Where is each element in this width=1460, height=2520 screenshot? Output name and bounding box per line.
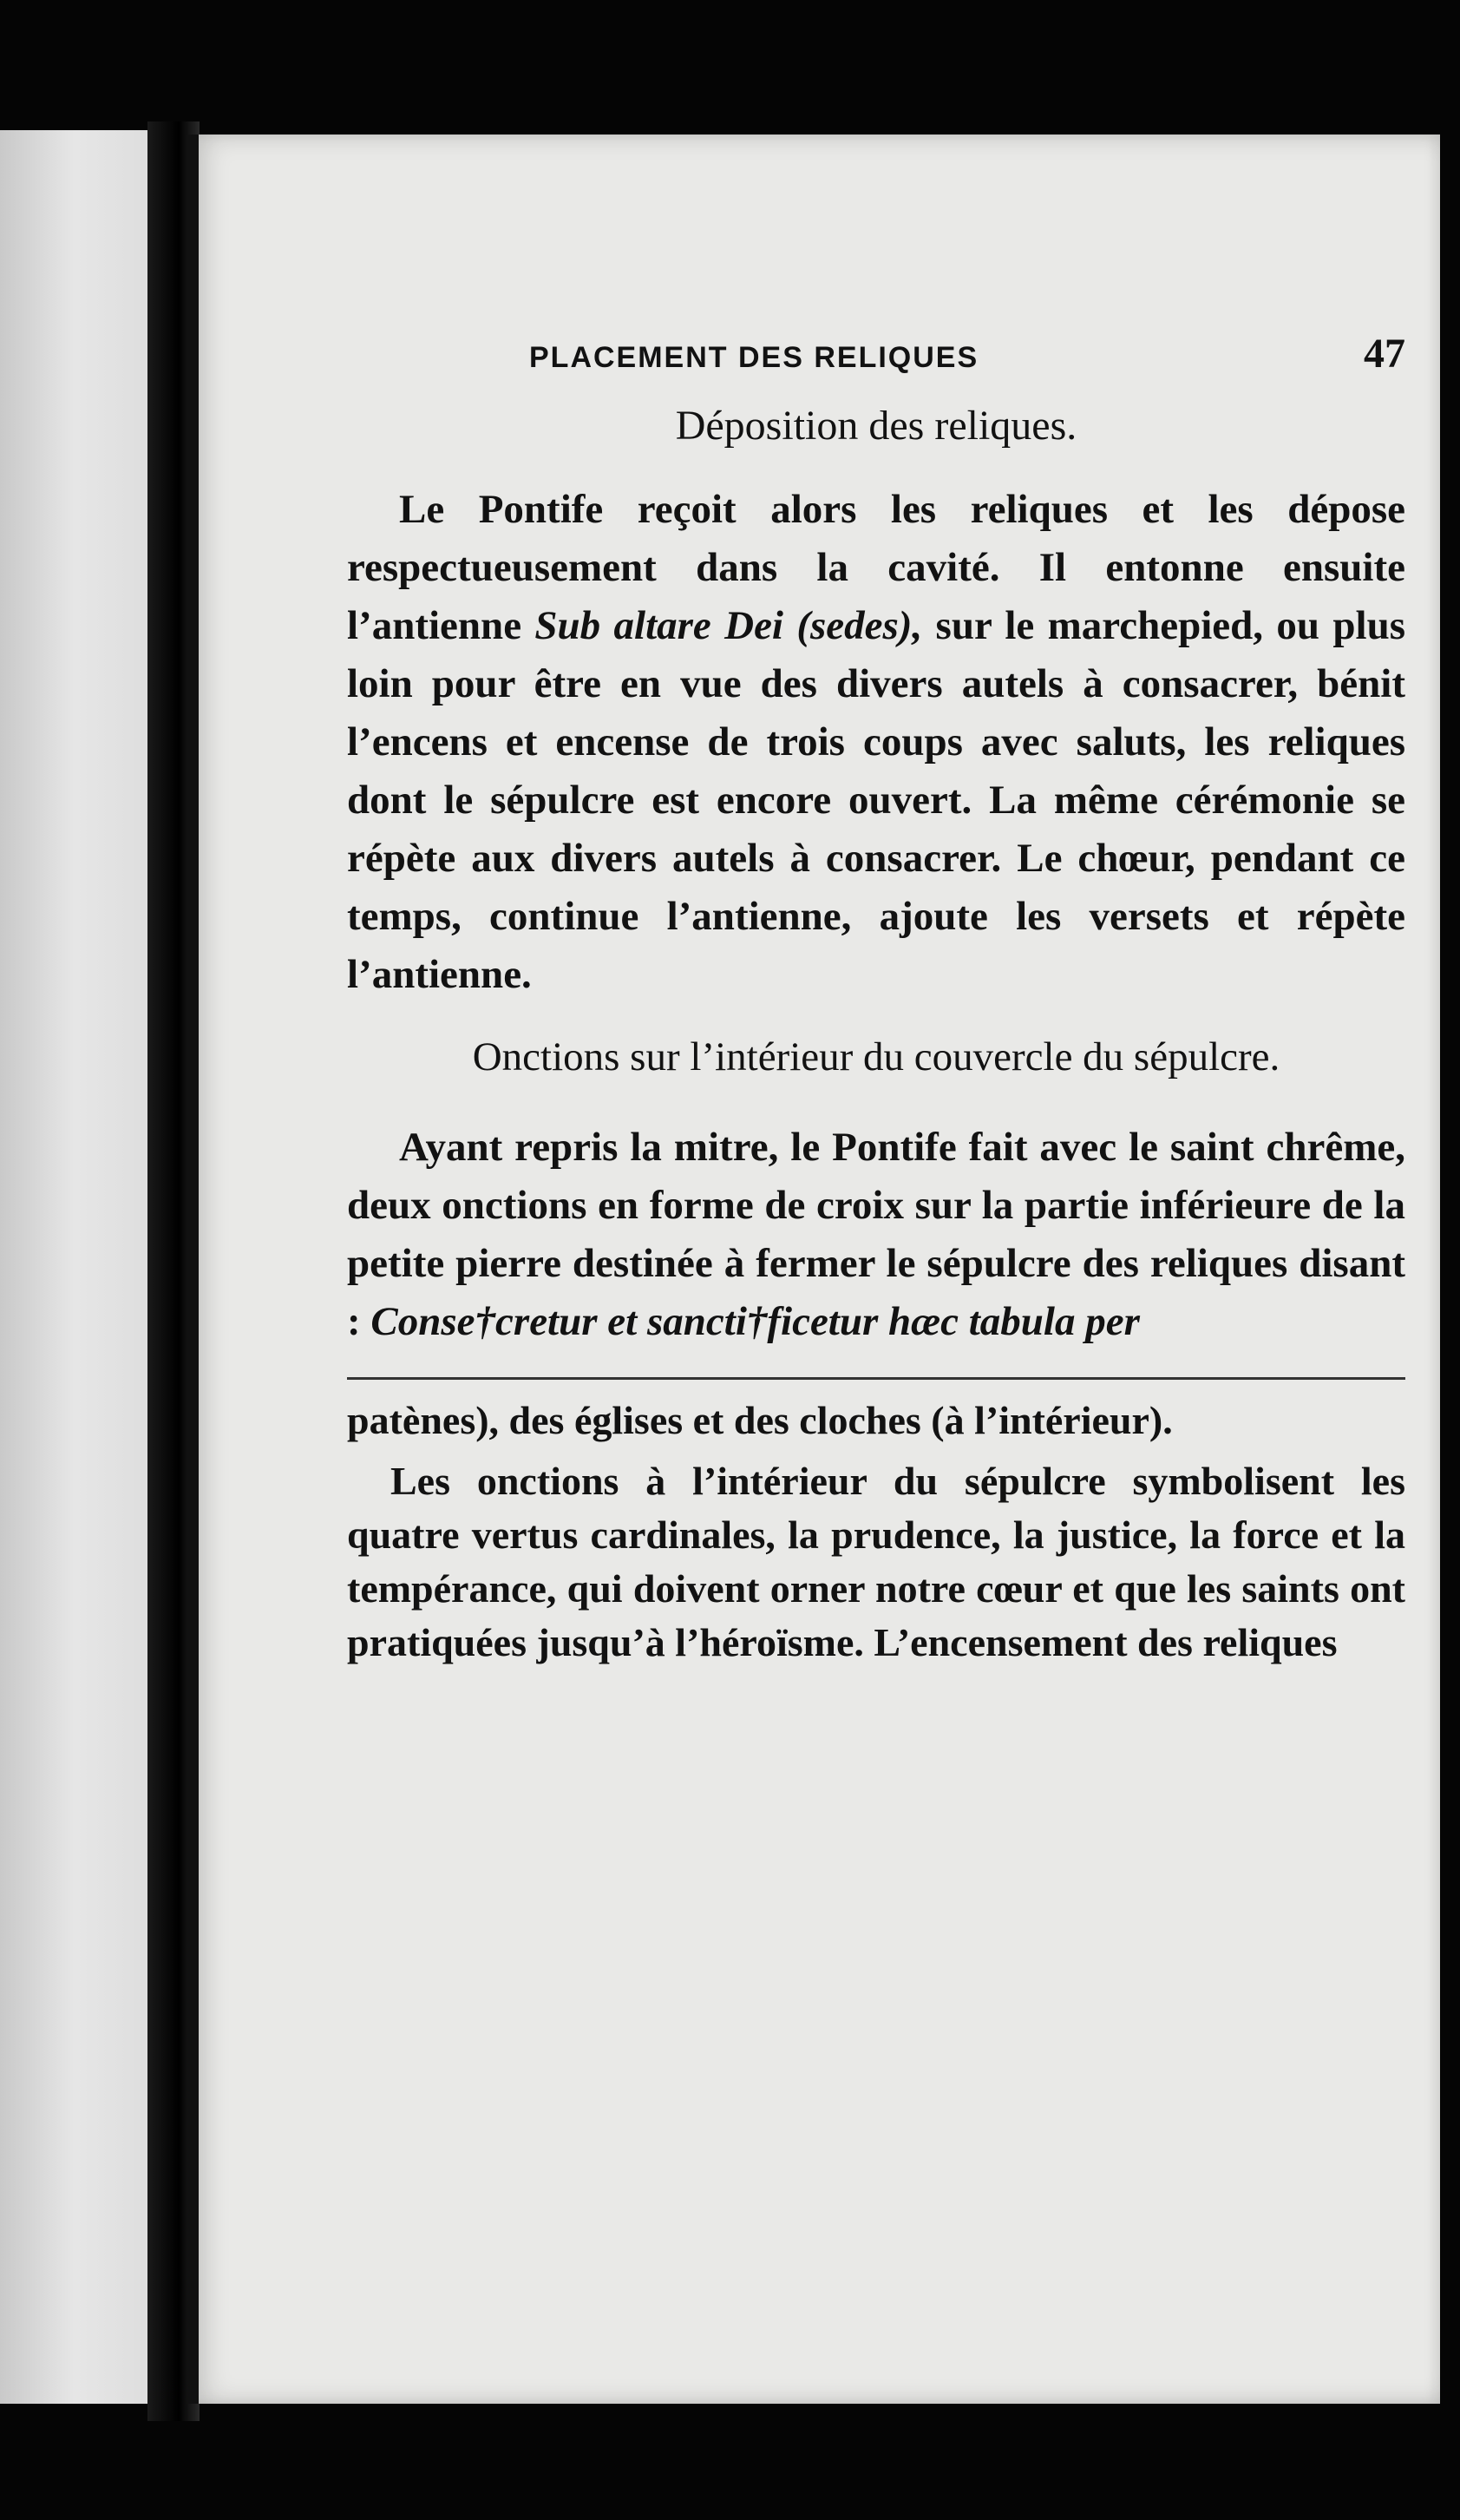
footnote-continuation: patènes), des églises et des cloches (à l’intérieur). [347,1398,1173,1442]
page-content [347,330,1405,1677]
running-head [529,330,1405,377]
page-number: 47 [1364,331,1405,377]
paragraph-deposition [347,481,1405,1004]
page-gutter [187,135,199,2404]
section-heading-deposition: Déposition des reliques. [675,403,1077,449]
paragraph-text: sur le marchepied, ou plus loin pour être en vue des divers autels à consacrer, bénit l’encens et encense de trois coups avec saluts, les reliques dont le sépulcre est encore ouvert. La même cérémonie se répète aux divers autels à consacrer. Le chœur, pendant ce temps, continue l’antienne, ajoute les versets et répète l’antienne. [347,603,1406,997]
section-heading-onctions: Onctions sur l’intérieur du couvercle du sépulcre. [472,1034,1280,1080]
paragraph-text: Le Pontife reçoit alors les reliques et les dépose respectueusement dans la cavité. Il entonne ensuite l’antienne [347,487,1405,648]
paragraph-italic-latin: Sub altare Dei (sedes), [534,603,923,648]
paragraph-text: Ayant repris la mitre, le Pontife fait avec le saint chrême, deux onctions en forme de croix sur la partie inférieure de la petite pierre destinée à fermer le sépulcre des reliques disant : [347,1125,1405,1344]
left-page-edge [0,130,165,2404]
book-page [187,135,1440,2404]
paragraph-onctions [347,1119,1405,1351]
footnote-note: Les onctions à l’intérieur du sépulcre symbolisent les quatre vertus cardinales, la prudence, la justice, la force et la tempérance, qui doivent orner notre cœur et que les saints ont pratiquées jusqu’à l’héroïsme. L’encensement des reliques [347,1459,1405,1664]
footnote-divider [347,1377,1405,1380]
paragraph-italic-latin: Conse†cretur et sancti†ficetur hæc tabula per [370,1299,1140,1344]
running-title: PLACEMENT DES RELIQUES [529,341,979,374]
